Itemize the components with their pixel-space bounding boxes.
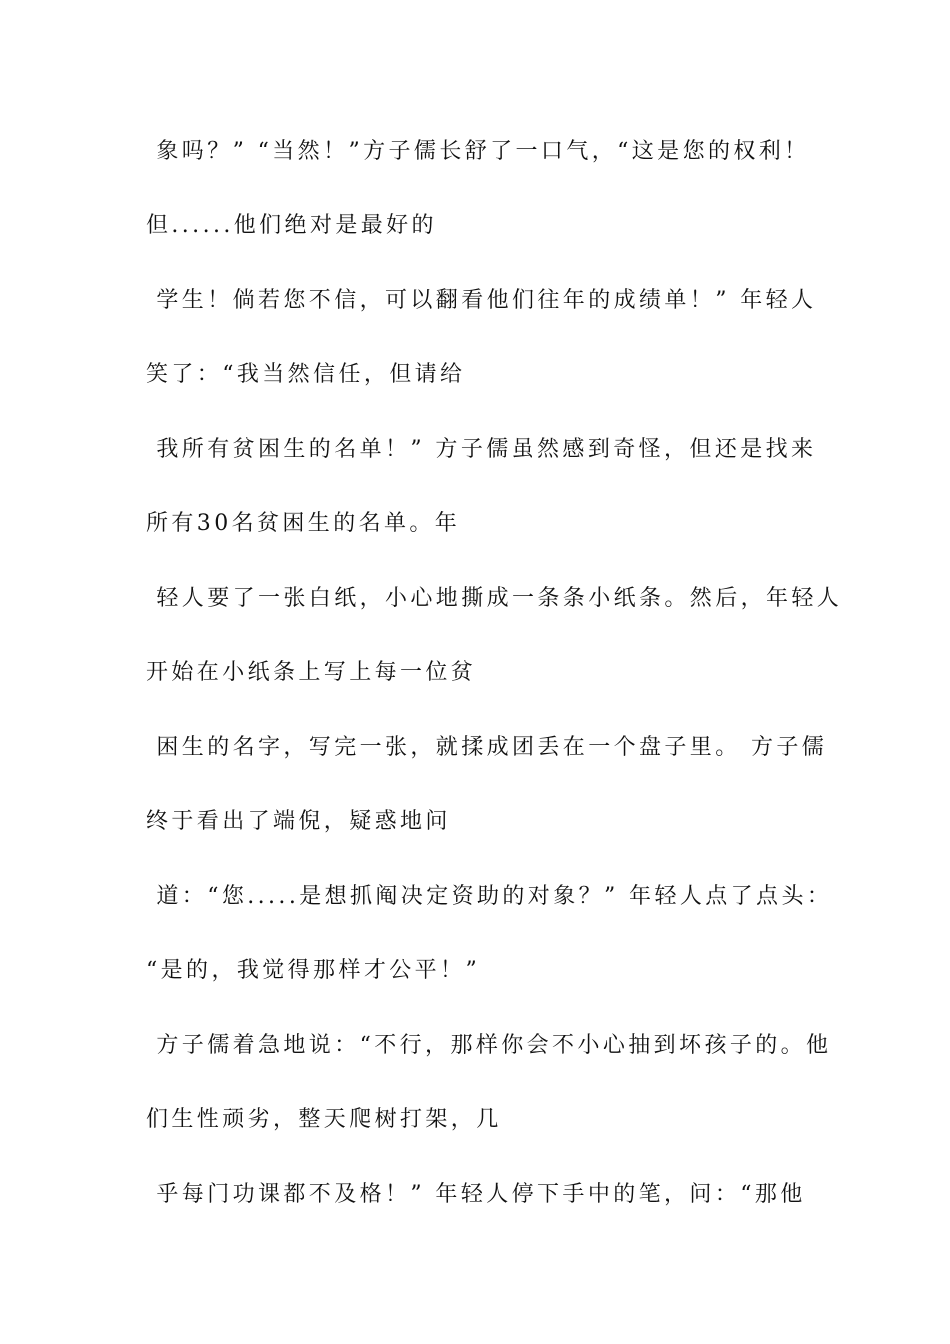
text-line: 终于看出了端倪，疑惑地问	[146, 809, 451, 834]
text-line: 笑了：“我当然信任，但请给	[146, 362, 466, 387]
text-line: “是的，我觉得那样才公平！”	[146, 958, 481, 983]
text-line: 困生的名字，写完一张，就揉成团丢在一个盘子里。 方子儒	[146, 735, 828, 760]
text-line: 开始在小纸条上写上每一位贫	[146, 660, 477, 685]
text-line: 但......他们绝对是最好的	[146, 213, 437, 238]
text-line: 道：“您.....是想抓阄决定资助的对象？” 年轻人点了点头：	[146, 884, 833, 909]
text-line: 方子儒着急地说：“不行，那样你会不小心抽到坏孩子的。他	[146, 1033, 832, 1058]
text-line: 轻人要了一张白纸，小心地撕成一条条小纸条。然后，年轻人	[146, 586, 843, 611]
text-line: 所有30名贫困生的名单。年	[146, 511, 461, 536]
text-line: 我所有贫困生的名单！” 方子儒虽然感到奇怪，但还是找来	[146, 437, 817, 462]
text-line: 们生性顽劣，整天爬树打架，几	[146, 1107, 502, 1132]
text-line: 乎每门功课都不及格！” 年轻人停下手中的笔，问：“那他	[146, 1182, 806, 1207]
text-line: 学生！倘若您不信，可以翻看他们往年的成绩单！” 年轻人	[146, 288, 817, 313]
text-line: 象吗？” “当然！”方子儒长舒了一口气，“这是您的权利！	[146, 139, 810, 164]
